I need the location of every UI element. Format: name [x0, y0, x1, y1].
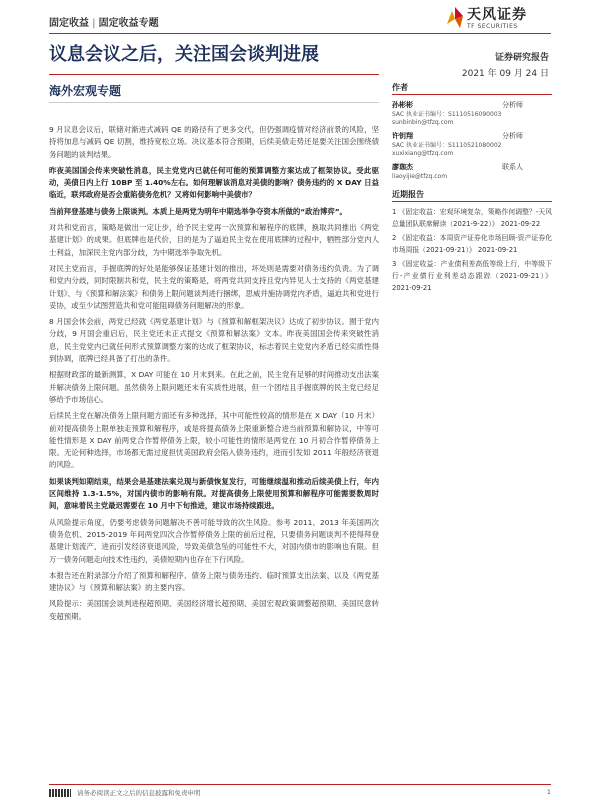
authors-heading: 作者	[392, 82, 552, 95]
report-date: 2021 年 09 月 24 日	[461, 69, 549, 79]
author-name: 孙彬彬	[392, 101, 413, 109]
summary-paragraph: 对共和党而言，策略是做出一定让步，给予民主党再一次预算和解程序的底牌，换取共同推出《两党基建计划》的成果。但底牌也是代价，目的是为了逼迫民主党在使用底牌的过程中，牺牲部分党内人士利益，加深民主党内部分歧，为中期选举争取先机。	[49, 223, 379, 257]
author-name: 廖珈杰	[392, 163, 413, 171]
wind-logo-icon	[445, 6, 465, 30]
summary-paragraph: 8 月国会休会前，两党已经就《两党基建计划》与《预算和解框架决议》达成了初步协议。囿于党内分歧，9 月国会重启后，民主党还未正式提交《预算和解法案》文本。昨夜美国国会传来突破性消息，民主党党内已就任何形式预算调整方案的达成了框架协议，标志着民主党党内矛盾已经实质性得到协调，底牌已经具备了打出的条件。	[49, 317, 379, 364]
author-cert: SAC 执业证书编号：S1110516090003	[392, 111, 502, 118]
recent-reports-heading: 近期报告	[392, 189, 552, 202]
summary-paragraph: 对民主党而言，手握底牌的好处是能够保证基建计划的推出，坏处则是需要对债务违约负责。为了调和党内分歧，同时限制共和党，民主党的策略是，将两党共同支持且党内异见人士支持的《两党基建计划》、与《预算和解法案》和债务上限问题谈判进行捆绑，思威并施协调党内矛盾，逼迫共和党进行妥协，或至少试图营造共和党可能阻碍债务问题解决的形象。	[49, 263, 379, 310]
header-divider	[49, 33, 551, 34]
title-divider	[49, 74, 379, 75]
breadcrumb	[49, 14, 159, 29]
author-email[interactable]: xuxixiang@tfzq.com	[392, 150, 454, 157]
summary-paragraph: 当前拜登基建与债务上限谈判。本质上是两党为明年中期选举争夺资本所做的“政治博弈”。	[49, 206, 347, 216]
report-subtitle: 海外宏观专题	[49, 84, 122, 98]
summary-paragraph: 根据财政部的最新测算，X DAY 可能在 10 月末到来。在此之前，民主党有足够的时间推动支出法案并解决债务上限问题。虽然债务上限问题还未有实质性进展，但一个团结且手握底牌的民主党已经足够给予市场信心。	[49, 370, 379, 404]
author-role: 分析师	[502, 101, 523, 109]
author-name: 许钥翔	[392, 132, 413, 140]
qr-code-icon	[49, 789, 71, 797]
breadcrumb-subcategory: 固定收益专题	[98, 18, 159, 29]
summary-body	[49, 124, 379, 627]
footer-divider	[49, 784, 551, 785]
breadcrumb-category: 固定收益	[49, 18, 89, 29]
summary-paragraph: 9 月议息会议后，联储对渐进式减码 QE 的路径有了更多交代，但仍强调疫情对经济前景的风险，坚持将加息与减码 QE 切割，维持宽松立场。决议基本符合预期，后续美债走势还是要关注国会围绕债务问题的谈判结果。	[49, 125, 379, 159]
author-cert: SAC 执业证书编号：S1110521080002	[392, 142, 502, 149]
brand-logo	[445, 2, 565, 36]
author-role: 分析师	[502, 132, 523, 140]
footer	[49, 788, 551, 797]
sidebar	[392, 82, 552, 297]
summary-paragraph: 本报告还在附录部分介绍了预算和解程序、债务上限与债务违约、临时预算支出法案、以及《两党基建协议》与《预算和解法案》的主要内容。	[49, 570, 379, 593]
recent-report-link[interactable]: 3 《固定收益：产业债利差高低等级上行，中等级下行-产业债行业利差动态跟踪（2021-09-21）》 2021-09-21	[392, 260, 552, 292]
report-type: 证券研究报告	[494, 53, 549, 63]
page-number: 1	[546, 788, 551, 796]
author-card	[392, 131, 552, 158]
summary-paragraph: 后续民主党在解决债务上限问题方面还有多种选择，其中可能性较高的情形是在 X DAY（10 月末）前对提高债务上限单独走预算和解程序，或是将提高债务上限重新整合进当前预算和解协议，中等可能性情形是 X DAY 前两党合作暂停债务上限，较小可能性的情形是两党在 10 月初合作暂停债务上限。无论何种选择，市场都无需过度担忧美国政府会陷入债务违约，进而引发如 2011 年般经济衰退的风险。	[49, 411, 379, 470]
breadcrumb-separator: |	[92, 18, 96, 29]
recent-report-link[interactable]: 1 《固定收益：宏观环境复杂，策略作何调整？-天风总量团队联席解读（2021-9-22）》 2021-09-22	[392, 208, 552, 228]
author-card	[392, 162, 552, 181]
author-role: 联系人	[502, 163, 523, 171]
subtitle-divider	[49, 102, 379, 103]
brand-name: 天风证券	[467, 7, 527, 23]
brand-subname: TF SECURITIES	[467, 23, 518, 30]
risk-warning: 风险提示：美国国会谈判进程超预期、美国经济增长超预期、美国宏观政策调整超预期、美国民意转变超预期。	[49, 599, 379, 621]
summary-paragraph: 昨夜美国国会传来突破性消息，民主党党内已就任何可能的预算调整方案达成了框架协议。受此驱动，美债日内上行 10BP 至 1.40%左右。如何理解该消息对美债的影响？债务违约的 X DAY 日益临近，联邦政府是否会重陷债务危机？又将如何影响中美债市？	[49, 165, 379, 200]
author-card	[392, 100, 552, 127]
summary-paragraph: 从风险提示角度，仍要考虑债务问题解决不善可能导致的次生风险。参考 2011、2013 年美国两次债务危机、2015-2019 年间两党四次合作暂停债务上限的前后过程，只要债务问题谈判不使得拜登基建计划流产，进而引发经济衰退风险，导致美债急坠的可能性不大，对国内债市的影响也有限。但万一债务问题走向技术性违约，美债短期内也存在下行风险。	[49, 517, 379, 564]
summary-paragraph: 如果谈判如期结束，结果会是基建法案兑现与新债恢复发行，可能继续温和推动后续美债上行，年内区间维持 1.3-1.5%，对国内债市的影响有限。对提高债务上限使用预算和解程序可能需要数周时间，意味着民主党最迟需要在 10 月中下旬推进，建议市场持续跟进。	[49, 476, 379, 511]
recent-report-link[interactable]: 2 《固定收益：本周资产证券化市场回顾-资产证券化市场周报（2021-09-21）》 2021-09-21	[392, 234, 552, 254]
author-email[interactable]: sunbinbin@tfzq.com	[392, 119, 454, 126]
author-email[interactable]: liaoyijie@tfzq.com	[392, 173, 448, 180]
page-title: 议息会议之后，关注国会谈判进展	[49, 44, 319, 65]
disclaimer-text: 请务必阅读正文之后的信息披露和免责申明	[77, 789, 201, 797]
